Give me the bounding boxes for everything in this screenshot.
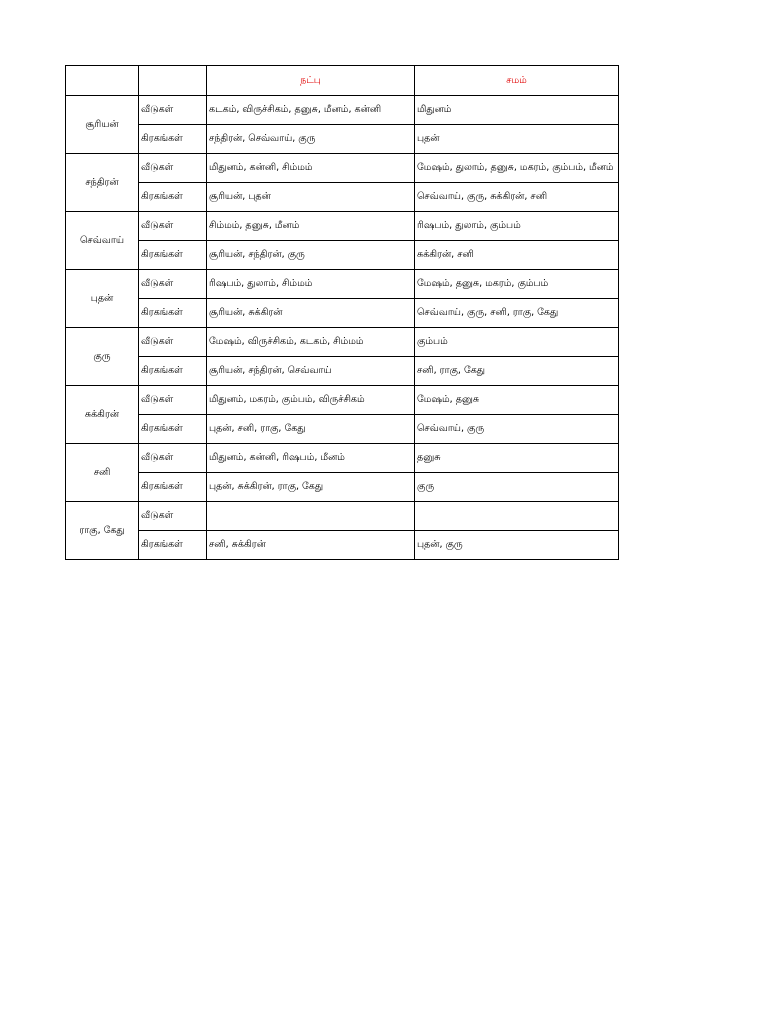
houses-neutral: மிதுனம் [415, 96, 619, 125]
houses-label: வீடுகள் [139, 270, 207, 299]
houses-label: வீடுகள் [139, 212, 207, 241]
table-row [66, 357, 619, 386]
planets-neutral: செவ்வாய், குரு [415, 415, 619, 444]
planets-label: கிரகங்கள் [139, 357, 207, 386]
houses-label: வீடுகள் [139, 96, 207, 125]
planet-name: குரு [66, 328, 139, 386]
planets-neutral: குரு [415, 473, 619, 502]
houses-neutral [415, 502, 619, 531]
table-row [66, 299, 619, 328]
houses-label: வீடுகள் [139, 502, 207, 531]
table-row [66, 328, 619, 357]
planets-neutral: சுக்கிரன், சனி [415, 241, 619, 270]
planets-label: கிரகங்கள் [139, 125, 207, 154]
planets-neutral: செவ்வாய், குரு, சுக்கிரன், சனி [415, 183, 619, 212]
table-row [66, 154, 619, 183]
planets-friend: சூரியன், சந்திரன், குரு [207, 241, 415, 270]
planet-name: சனி [66, 444, 139, 502]
planet-name: சூரியன் [66, 96, 139, 154]
table-row [66, 183, 619, 212]
houses-neutral: கும்பம் [415, 328, 619, 357]
planets-label: கிரகங்கள் [139, 415, 207, 444]
header-neutral: சமம் [415, 66, 619, 96]
table-row [66, 241, 619, 270]
planets-friend: சனி, சுக்கிரன் [207, 531, 415, 560]
houses-friend: மிதுனம், கன்னி, சிம்மம் [207, 154, 415, 183]
planets-friend: புதன், சுக்கிரன், ராகு, கேது [207, 473, 415, 502]
header-empty-cell [139, 66, 207, 96]
houses-label: வீடுகள் [139, 328, 207, 357]
planets-label: கிரகங்கள் [139, 299, 207, 328]
planet-name: புதன் [66, 270, 139, 328]
houses-neutral: மேஷம், துலாம், தனுசு, மகரம், கும்பம், மீனம் [415, 154, 619, 183]
planets-friend: சூரியன், புதன் [207, 183, 415, 212]
houses-friend: மிதுனம், மகரம், கும்பம், விருச்சிகம் [207, 386, 415, 415]
header-friend: நட்பு [207, 66, 415, 96]
table-row [66, 386, 619, 415]
houses-neutral: மேஷம், தனுசு [415, 386, 619, 415]
planets-friend: புதன், சனி, ராகு, கேது [207, 415, 415, 444]
houses-neutral: ரிஷபம், துலாம், கும்பம் [415, 212, 619, 241]
houses-neutral: மேஷம், தனுசு, மகரம், கும்பம் [415, 270, 619, 299]
table-row [66, 96, 619, 125]
planets-neutral: புதன் [415, 125, 619, 154]
planets-friend: சந்திரன், செவ்வாய், குரு [207, 125, 415, 154]
header-empty-cell [66, 66, 139, 96]
planets-neutral: புதன், குரு [415, 531, 619, 560]
planet-name: சந்திரன் [66, 154, 139, 212]
table-row [66, 125, 619, 154]
table-row [66, 444, 619, 473]
planets-label: கிரகங்கள் [139, 531, 207, 560]
table-row [66, 502, 619, 531]
houses-friend: கடகம், விருச்சிகம், தனுசு, மீனம், கன்னி [207, 96, 415, 125]
houses-friend [207, 502, 415, 531]
houses-neutral: தனுசு [415, 444, 619, 473]
houses-friend: மேஷம், விருச்சிகம், கடகம், சிம்மம் [207, 328, 415, 357]
houses-label: வீடுகள் [139, 154, 207, 183]
planet-friendship-table [65, 65, 619, 560]
houses-friend: மிதுனம், கன்னி, ரிஷபம், மீனம் [207, 444, 415, 473]
planets-neutral: சனி, ராகு, கேது [415, 357, 619, 386]
table-row [66, 531, 619, 560]
planets-label: கிரகங்கள் [139, 473, 207, 502]
houses-friend: சிம்மம், தனுசு, மீனம் [207, 212, 415, 241]
planets-friend: சூரியன், சுக்கிரன் [207, 299, 415, 328]
planets-neutral: செவ்வாய், குரு, சனி, ராகு, கேது [415, 299, 619, 328]
planet-name: ராகு, கேது [66, 502, 139, 560]
table-row [66, 473, 619, 502]
table-row [66, 415, 619, 444]
table-row [66, 212, 619, 241]
planet-name: செவ்வாய் [66, 212, 139, 270]
planets-label: கிரகங்கள் [139, 183, 207, 212]
planets-label: கிரகங்கள் [139, 241, 207, 270]
houses-label: வீடுகள் [139, 444, 207, 473]
planets-friend: சூரியன், சந்திரன், செவ்வாய் [207, 357, 415, 386]
header-row [66, 66, 619, 96]
houses-label: வீடுகள் [139, 386, 207, 415]
planet-name: சுக்கிரன் [66, 386, 139, 444]
houses-friend: ரிஷபம், துலாம், சிம்மம் [207, 270, 415, 299]
table-row [66, 270, 619, 299]
